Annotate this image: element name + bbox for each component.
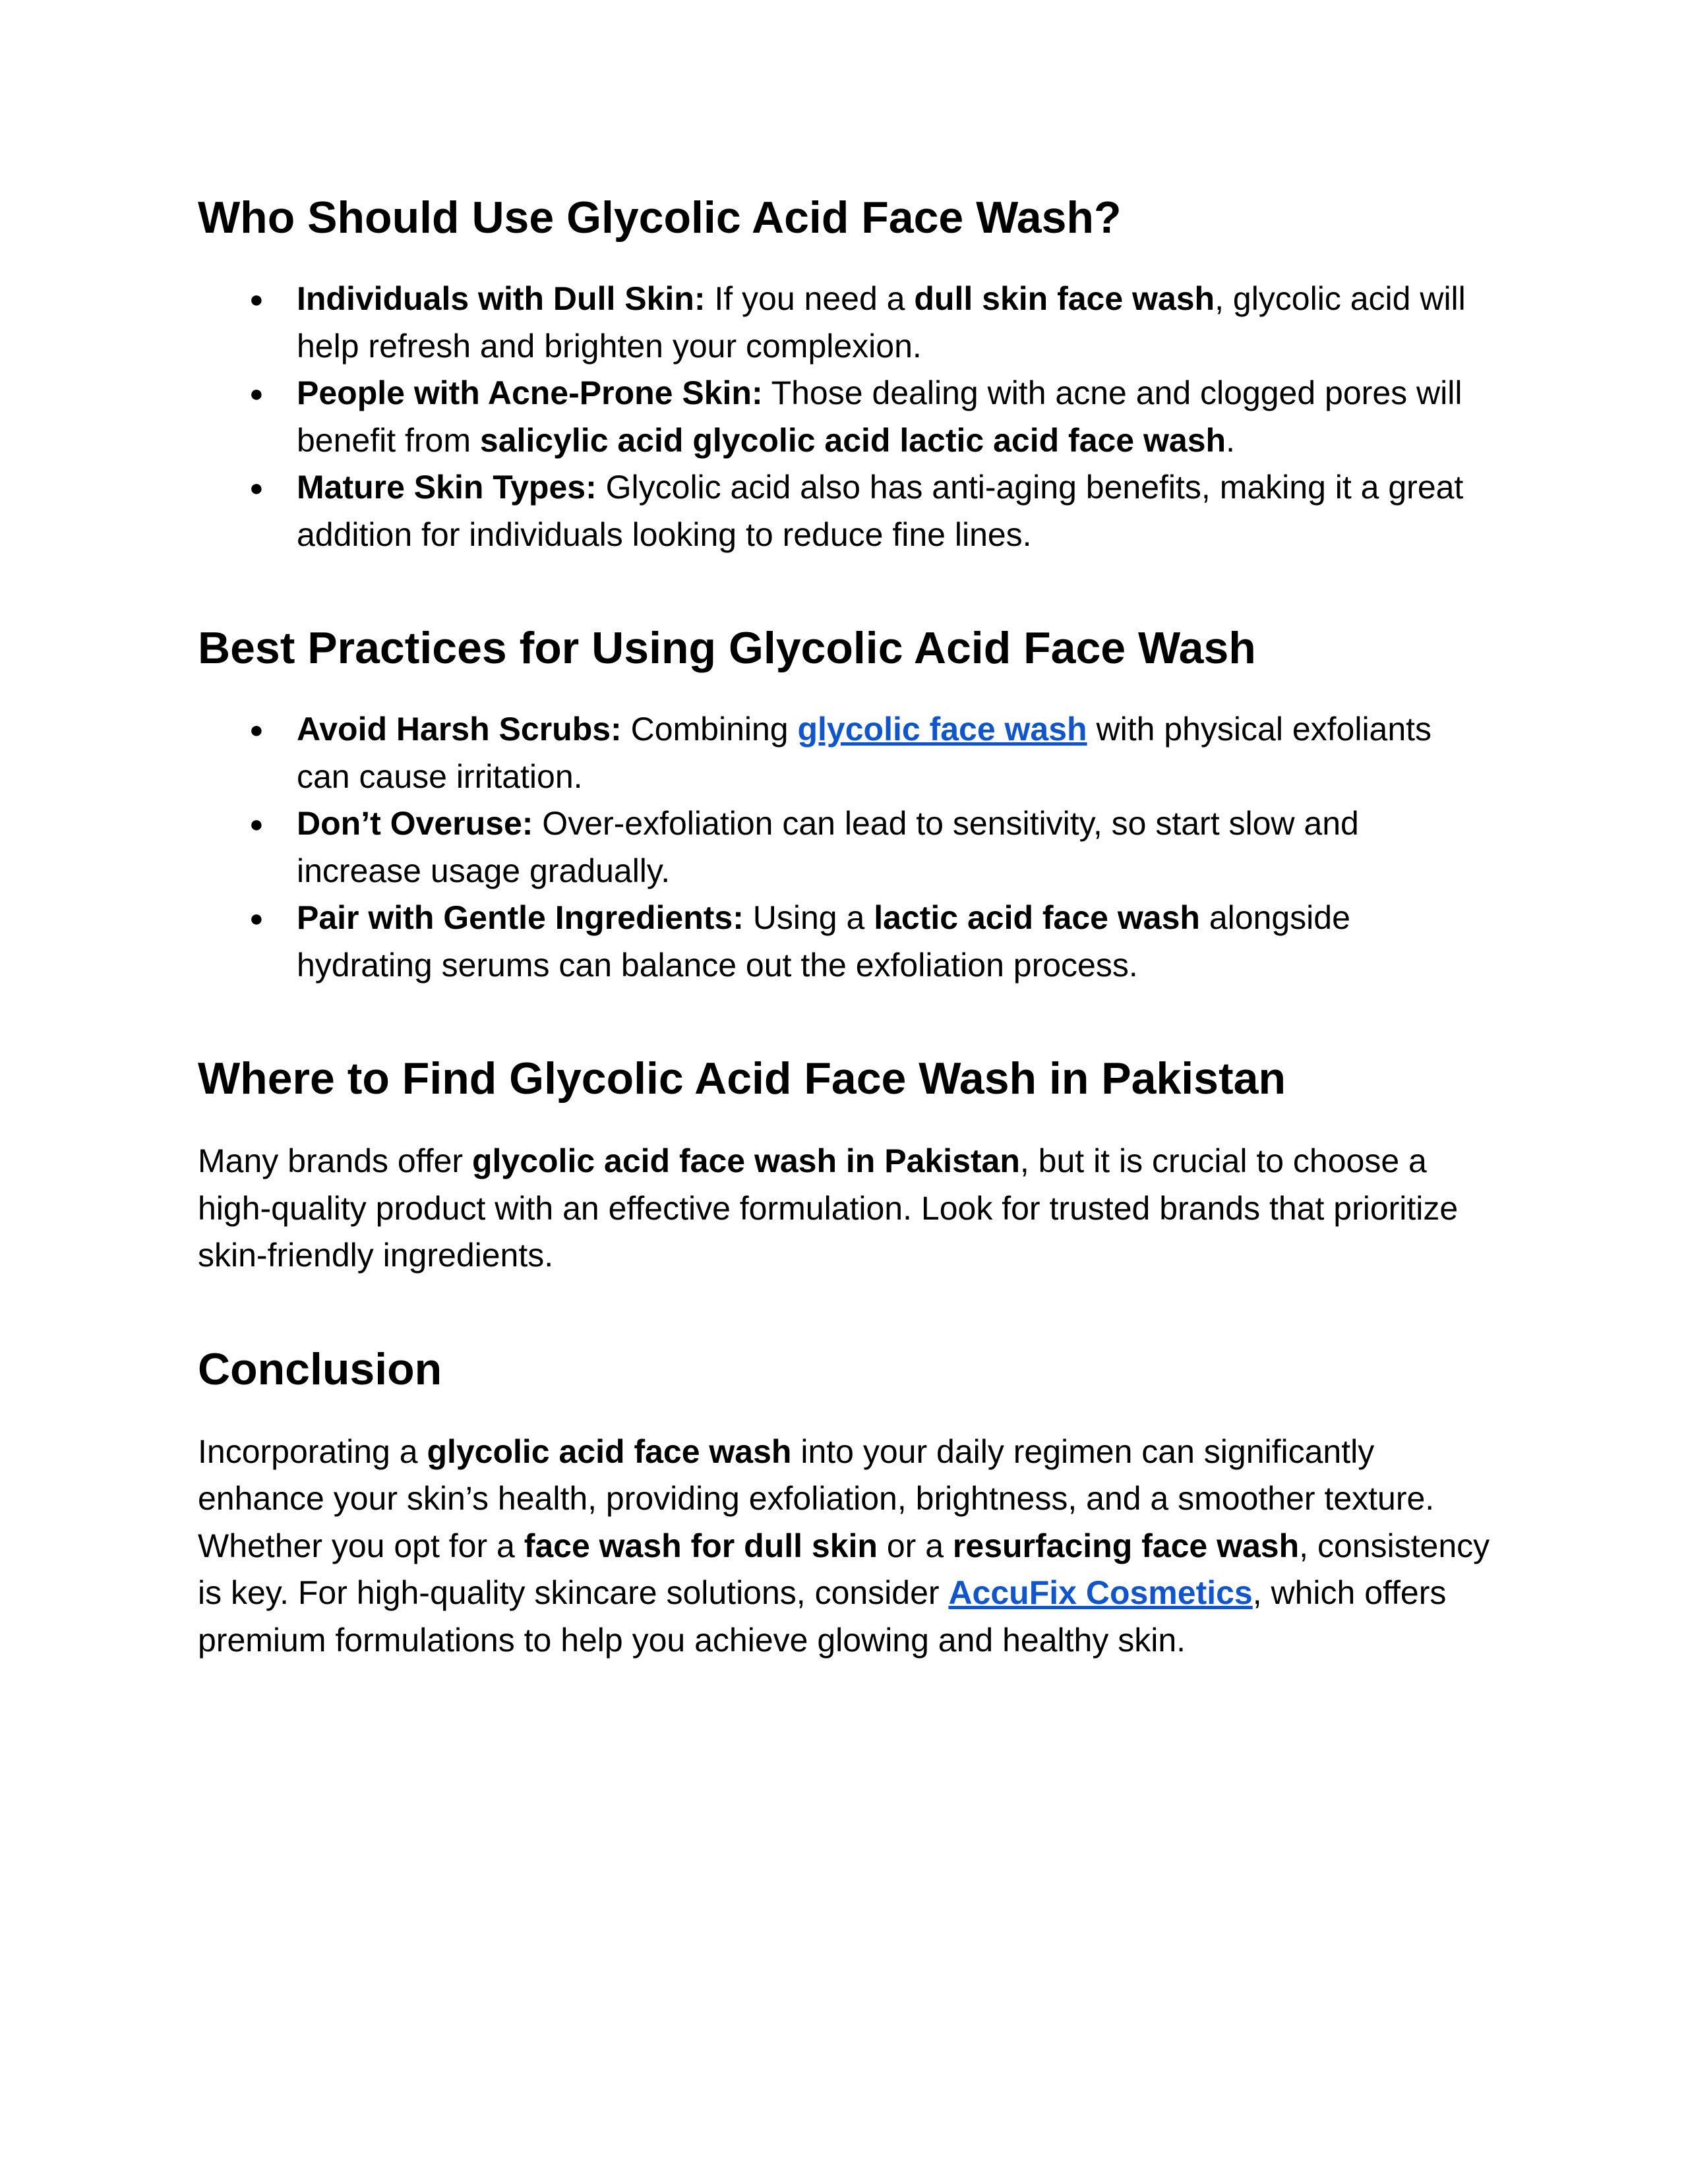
- item-label: People with Acne-Prone Skin:: [297, 374, 763, 411]
- item-text: Using a: [743, 899, 874, 936]
- item-text: Over-exfoliation can lead to sensitivity, so start slow and increase usage gradually.: [297, 805, 1359, 889]
- item-text: with physical exfoliants can cause irritation.: [297, 711, 1432, 795]
- paragraph-text: or a: [877, 1527, 953, 1564]
- conclusion-paragraph: [198, 1429, 1490, 1665]
- heading-conclusion: Conclusion: [198, 1343, 442, 1394]
- item-text: , glycolic acid will help refresh and brighten your complexion.: [297, 280, 1466, 365]
- bullet-icon: ●: [249, 380, 264, 407]
- item-text: Those dealing with acne and clogged pores will benefit from: [297, 374, 1462, 459]
- bullet-icon: ●: [249, 285, 264, 312]
- item-text: Glycolic acid also has anti-aging benefits, making it a great addition for individuals looking to reduce fine lines.: [297, 469, 1464, 553]
- bullet-icon: ●: [249, 716, 264, 743]
- paragraph-text: Incorporating a: [198, 1432, 427, 1470]
- bullet-icon: ●: [249, 904, 264, 931]
- heading-where-to-find: Where to Find Glycolic Acid Face Wash in Pakistan: [198, 1053, 1286, 1104]
- list-item: [198, 706, 1490, 800]
- list-item: [198, 370, 1490, 464]
- heading-who-should-use: Who Should Use Glycolic Acid Face Wash?: [198, 192, 1122, 243]
- paragraph-text: , which offers premium formulations to help you achieve glowing and healthy skin.: [198, 1574, 1447, 1659]
- list-item: [198, 276, 1490, 370]
- accufix-cosmetics-link[interactable]: AccuFix Cosmetics: [948, 1574, 1253, 1611]
- item-text: If you need a: [705, 280, 915, 317]
- list-item: [198, 800, 1490, 895]
- paragraph-text: Many brands offer: [198, 1142, 472, 1179]
- item-label: Mature Skin Types:: [297, 469, 597, 506]
- glycolic-face-wash-link[interactable]: glycolic face wash: [797, 711, 1087, 748]
- where-to-find-paragraph: [198, 1138, 1490, 1280]
- bullet-icon: ●: [249, 474, 264, 501]
- paragraph-bold-text: glycolic acid face wash in Pakistan: [471, 1142, 1020, 1179]
- item-label: Individuals with Dull Skin:: [297, 280, 706, 317]
- best-practices-list: [198, 706, 1490, 989]
- paragraph-text: , but it is crucial to choose a high-quality product with an effective formulation. Look for trusted brands that prioritize skin-friendly ingredients.: [198, 1142, 1459, 1274]
- list-item: [198, 895, 1490, 989]
- document-page: [198, 191, 1490, 1664]
- item-label: Pair with Gentle Ingredients:: [297, 899, 744, 936]
- paragraph-text: into your daily regimen can significantly enhance your skin’s health, providing exfoliation, brightness, and a smoother texture. Whether you opt for a: [198, 1432, 1435, 1564]
- list-item: [198, 464, 1490, 558]
- bullet-icon: ●: [249, 810, 264, 837]
- item-label: Don’t Overuse:: [297, 805, 533, 842]
- item-bold-text: dull skin face wash: [914, 280, 1215, 317]
- item-label: Avoid Harsh Scrubs:: [297, 711, 622, 748]
- heading-best-practices: Best Practices for Using Glycolic Acid Face Wash: [198, 623, 1256, 673]
- paragraph-bold-text: face wash for dull skin: [524, 1527, 878, 1564]
- item-bold-text: lactic acid face wash: [874, 899, 1200, 936]
- paragraph-bold-text: resurfacing face wash: [952, 1527, 1300, 1564]
- paragraph-text: , consistency is key. For high-quality skincare solutions, consider: [198, 1527, 1490, 1611]
- item-text: .: [1226, 421, 1235, 459]
- item-text: Combining: [621, 711, 798, 748]
- paragraph-bold-text: glycolic acid face wash: [427, 1432, 792, 1470]
- who-should-use-list: [198, 276, 1490, 558]
- item-text: alongside hydrating serums can balance out the exfoliation process.: [297, 899, 1350, 984]
- item-bold-text: salicylic acid glycolic acid lactic acid face wash: [479, 421, 1226, 459]
